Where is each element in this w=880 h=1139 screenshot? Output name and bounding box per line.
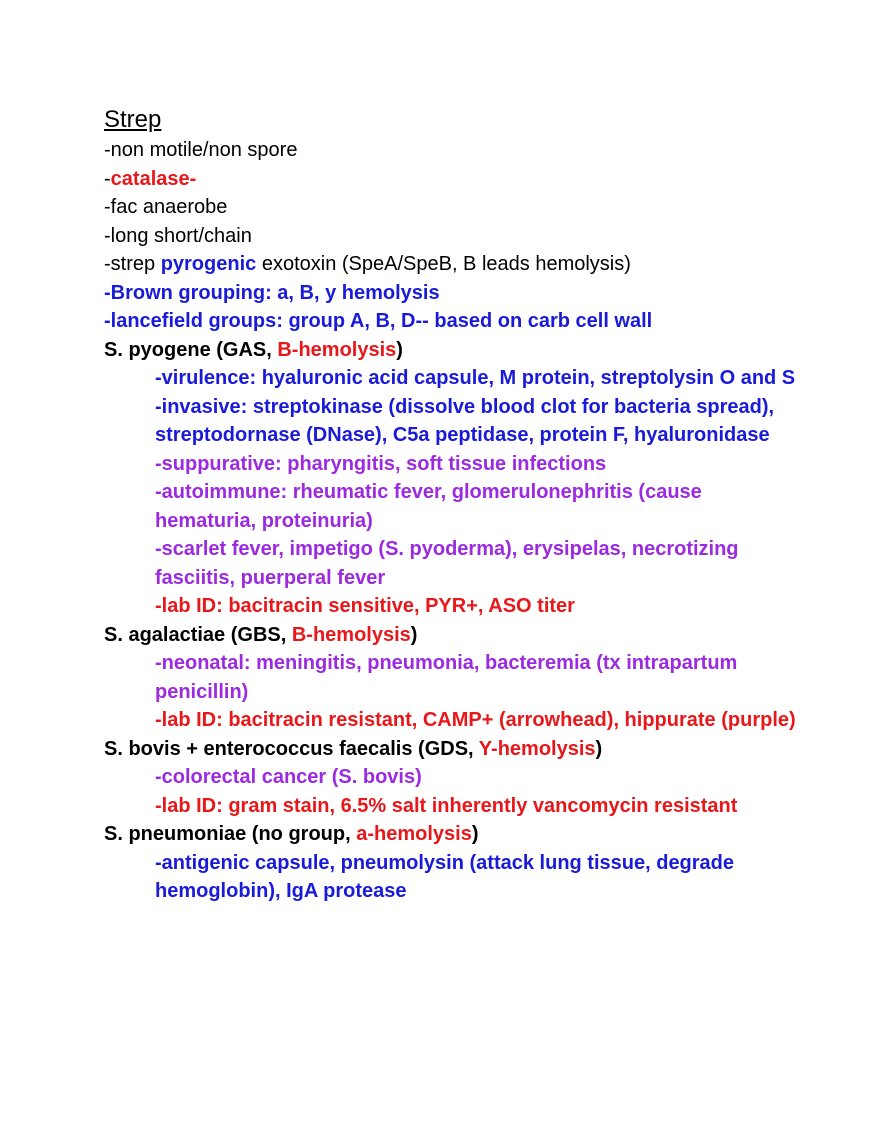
- gas-lab: -lab ID: bacitracin sensitive, PYR+, ASO titer: [155, 595, 575, 617]
- dash: -: [104, 167, 111, 190]
- gds-heading: [104, 735, 804, 764]
- note-brown-grouping: -Brown grouping: a, B, y hemolysis: [104, 281, 440, 304]
- gbs-head-a: S. agalactiae (GBS,: [104, 623, 292, 646]
- note-exotoxin: [104, 250, 804, 279]
- gds-lab: -lab ID: gram stain, 6.5% salt inherently vancomycin resistant: [155, 794, 738, 817]
- gds-head-c: ): [595, 737, 603, 760]
- gbs-hemolysis: B-hemolysis: [291, 623, 411, 646]
- note-lancefield: -lancefield groups: group A, B, D-- based on carb cell wall: [104, 310, 653, 332]
- pyrogenic-text: pyrogenic: [160, 253, 257, 275]
- gds-head-a: S. bovis + enterococcus faecalis (GDS,: [104, 737, 479, 760]
- gas-autoimmune: -autoimmune: rheumatic fever, glomerulonephritis (cause hematuria, proteinuria): [155, 481, 702, 532]
- doc-title: Strep: [104, 106, 162, 133]
- pneumo-antigenic: -antigenic capsule, pneumolysin (attack lung tissue, degrade hemoglobin), IgA protease: [155, 851, 735, 902]
- gas-virulence: -virulence: hyaluronic acid capsule, M protein, streptolysin O and S: [155, 367, 796, 389]
- catalase-text: catalase-: [110, 167, 197, 190]
- pneumo-heading: [104, 820, 804, 849]
- gas-suppurative: -suppurative: pharyngitis, soft tissue infections: [155, 452, 607, 475]
- note-chain: -long short/chain: [104, 224, 252, 247]
- gas-scarlet: -scarlet fever, impetigo (S. pyoderma), erysipelas, necrotizing fasciitis, puerperal fever: [155, 538, 739, 589]
- document-page: [104, 104, 804, 906]
- pneumo-hemolysis: a-hemolysis: [356, 823, 472, 845]
- gds-cancer: -colorectal cancer (S. bovis): [155, 766, 422, 788]
- gds-hemolysis: Y-hemolysis: [478, 737, 596, 760]
- gas-head-a: S. pyogene (GAS,: [104, 338, 278, 361]
- gas-head-c: ): [396, 338, 403, 361]
- note-anaerobe: -fac anaerobe: [104, 196, 228, 218]
- pneumo-head-c: ): [471, 823, 479, 845]
- gbs-lab: -lab ID: bacitracin resistant, CAMP+ (arrowhead), hippurate (purple): [155, 709, 796, 731]
- gas-hemolysis: B-hemolysis: [277, 338, 397, 361]
- gbs-heading: [104, 621, 804, 650]
- note-catalase: [104, 165, 804, 194]
- gbs-head-c: ): [410, 623, 418, 646]
- exotoxin-prefix: -strep: [104, 253, 161, 275]
- pneumo-head-a: S. pneumoniae (no group,: [104, 823, 357, 845]
- gbs-neonatal: -neonatal: meningitis, pneumonia, bacteremia (tx intrapartum penicillin): [155, 652, 738, 703]
- note-motility: -non motile/non spore: [104, 139, 298, 161]
- exotoxin-suffix: exotoxin (SpeA/SpeB, B leads hemolysis): [256, 253, 631, 275]
- gas-heading: [104, 336, 804, 365]
- gas-invasive: -invasive: streptokinase (dissolve blood clot for bacteria spread), streptodornase (DNase), C5a peptidase, protein F, hyaluronidase: [155, 395, 775, 446]
